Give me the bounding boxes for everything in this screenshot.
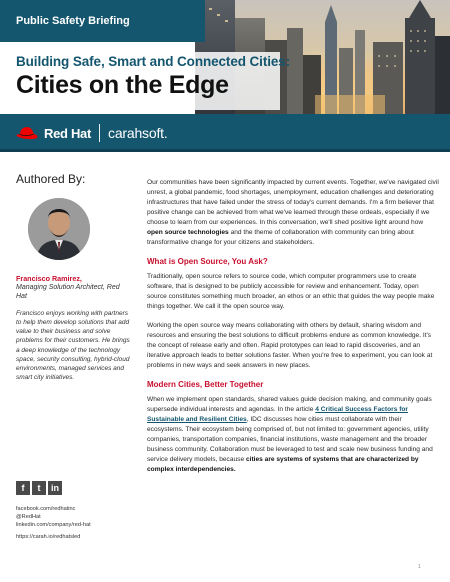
- logo-divider: [99, 124, 100, 142]
- linkedin-link[interactable]: linkedin.com/company/red-hat: [16, 522, 91, 529]
- document-title: Cities on the Edge: [16, 71, 229, 99]
- briefing-label: Public Safety Briefing: [16, 15, 130, 27]
- author-name: Francisco Ramirez,: [16, 274, 82, 283]
- title-block: [0, 48, 450, 120]
- section-heading-open-source: What is Open Source, You Ask?: [147, 257, 268, 267]
- intro-end-text: and the theme of collaboration with community can bring about transformative change for your citizens and stakeholders.: [147, 229, 414, 247]
- header: [0, 0, 450, 152]
- linkedin-icon[interactable]: in: [48, 481, 62, 495]
- document-subtitle: Building Safe, Smart and Connected Cities:: [16, 54, 291, 69]
- open-source-paragraph-1: Traditionally, open source refers to source code, which computer programmers use to create software, that is designed to be publicly accessible for review and enhancement. Today, open source constitutes something much broader, an ethos or an ethic that guides the way people make things together. We call it the open source way.: [147, 273, 435, 311]
- facebook-link[interactable]: facebook.com/redhatinc: [16, 506, 76, 512]
- social-links: [16, 505, 91, 529]
- authored-by-heading: Authored By:: [16, 172, 86, 186]
- avatar: [28, 198, 90, 260]
- facebook-icon[interactable]: f: [16, 481, 30, 495]
- intro-paragraph: [147, 178, 439, 248]
- redhat-logo: [16, 126, 91, 141]
- idc-article-link[interactable]: 4 Critical Success Factors for Sustainable and Resilient Cities: [147, 406, 408, 424]
- author-role: Managing Solution Architect, Red Hat: [16, 284, 120, 301]
- intro-bold-text: open source technologies: [147, 229, 229, 237]
- carahsoft-wordmark: carahsoft.: [108, 125, 168, 141]
- section-heading-modern-cities: Modern Cities, Better Together: [147, 380, 264, 390]
- modern-cities-paragraph: [147, 395, 439, 475]
- modern-cities-text-start: When we implement open standards, shared values guide decision making, and community goals supersede individual interests and agendas. In the article: [147, 396, 432, 414]
- twitter-handle-link[interactable]: @RedHat: [16, 514, 41, 521]
- twitter-icon[interactable]: t: [32, 481, 46, 495]
- open-source-paragraph-2: Working the open source way means collaborating with others by default, sharing wisdom and resources and ensuring the best solutions to difficult problems endure as common knowledge. It's the concept of release early and often. Rapid prototypes can lead to rapid discoveries, and an iterative approach leads to better solutions faster. When you're free to experiment, you can look at problems in new ways and seek answers in new places.: [147, 322, 433, 370]
- intro-text: Our communities have been significantly impacted by current events. Together, we've navigated civil unrest, a global pandemic, food shortages, unemployment, education challenges and deteriorating infrastructures that have failed under the stress of today's current demands. I'm a firm believer that positive change can be achieved from what we've learned through these ordeals, especially if we choose to learn from our experiences. In this conversation, we'll shed positive light around how: [147, 179, 439, 227]
- page-number: 1: [418, 564, 421, 570]
- briefing-bar: [0, 0, 205, 42]
- logo-bar: [0, 114, 450, 152]
- author-bio: Francisco enjoys working with partners to help them develop solutions that add value to their business and solve problems for their customers. He brings a deep knowledge of the technology space, security consulting, hybrid-cloud environments, managed services and smart city initiatives.: [16, 310, 130, 381]
- author-sidebar: [16, 172, 132, 382]
- author-portrait-icon: [28, 198, 90, 260]
- modern-cities-bold-text: cities are systems of systems that are characterized by complex interdependencies.: [147, 456, 419, 474]
- redhat-wordmark: Red Hat: [44, 125, 92, 141]
- modern-cities-text-mid: , IDC discusses how cities must collaborate with their ecosystems. Their ecosystem being comprised of, but not limited to: government agencies, utility companies, transportation companies, financial institutions, waste management and the broader business community. Collaboration must be leveraged to test and scale new business funding and service delivery models, because: [147, 416, 433, 464]
- redhat-hat-icon: [16, 126, 38, 140]
- article-body: [147, 178, 439, 484]
- social-icons: [16, 481, 62, 495]
- carahsoft-link[interactable]: https://carah.io/redhatsled: [16, 534, 81, 540]
